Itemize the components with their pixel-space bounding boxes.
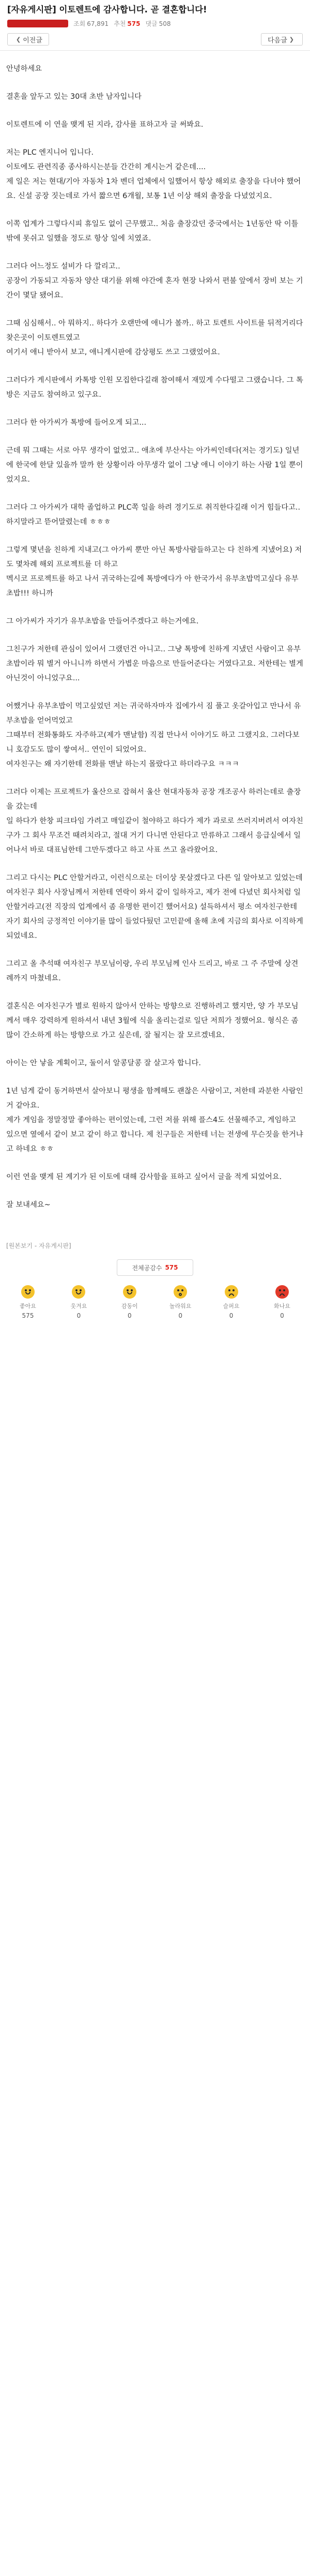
comments-label: 댓글 <box>145 20 158 27</box>
body-paragraph: 그렇게 몇년을 친하게 지내고(그 아가씨 뿐만 아닌 톡방사람들하고는 다 친하게 지냈어요) 저도 몇차례 해외 프로젝트를 더 하고 멕시코 프로젝트를 하고 나서 귀국하는길에 톡방에다가 아 한국가서 유부초밥먹고싶다 유부초밥!!! 하니까 <box>6 546 302 598</box>
total-empathy-button[interactable] <box>117 1259 193 1276</box>
reaction-count: 0 <box>280 1312 284 1319</box>
body-paragraph: 그러다가 게시판에서 카톡방 인원 모집한다길래 참여해서 재밌게 수다떨고 그랬습니다. 그 톡방은 지금도 참여하고 있구요. <box>6 376 303 399</box>
prev-post-label: 이전글 <box>23 36 42 44</box>
views-label: 조회 <box>73 20 86 27</box>
body-paragraph: 이토렌트에 이 연을 맺게 된 지라, 감사를 표하고자 글 써봐요. <box>6 121 204 129</box>
laugh-face-icon <box>72 1285 85 1299</box>
body-paragraph: 그리고 올 추석때 여자친구 부모님이랑, 우리 부모님께 인사 드리고, 바로 그 주 주말에 상견례까지 마쳤네요. <box>6 960 299 982</box>
body-paragraph: 안녕하세요 <box>6 65 42 73</box>
reaction-count: 0 <box>127 1312 132 1319</box>
reaction-label: 화나요 <box>274 1303 290 1309</box>
reaction-surprised[interactable] <box>162 1285 199 1319</box>
reaction-funny[interactable] <box>60 1285 97 1319</box>
chevron-left-icon: ❮ <box>16 36 21 43</box>
body-paragraph: 아이는 안 낳을 계획이고, 둘이서 알콩달콩 잘 살고자 합니다. <box>6 1059 201 1067</box>
body-paragraph: 이쪽 업계가 그렇다시피 휴일도 없이 근무했고.. 처음 출장갔던 중국에서는 1년동안 딱 이틀밖에 못쉬고 일했을 정도로 항상 일에 치였죠. <box>6 220 299 243</box>
chevron-right-icon: ❯ <box>289 36 294 43</box>
body-paragraph: 그러다 이제는 프로젝트가 울산으로 잡혀서 울산 현대자동차 공장 개조공사 하러는데로 출장을 갔는데 일 하다가 한창 피크타임 가려고 매일같이 철야하고 하다가 제가 과로로 쓰러지버려서 여자친구가 그 회사 무조건 때려치라고, 절대 거기 다니면 안된다고 만류하고 그래서 응급실에서 일어나서 바로 대표님한테 그만두겠다고 하고 사표 쓰고 올라왔어요. <box>6 788 303 854</box>
post-nav <box>0 28 310 46</box>
reaction-count: 575 <box>22 1312 34 1319</box>
comments-count: 508 <box>159 20 171 27</box>
reaction-count: 0 <box>76 1312 81 1319</box>
recommend-count: 575 <box>127 20 141 27</box>
body-paragraph: 그때 심심해서.. 아 뭐하지.. 하다가 오랜만에 애니가 볼까.. 하고 토렌트 사이트를 뒤적거리다 찾은곳이 이토렌트였고 여기서 애니 받아서 보고, 애니게시판에 감상평도 쓰고 그랬었어요. <box>6 319 303 356</box>
reaction-count: 0 <box>229 1312 234 1319</box>
body-paragraph: 그러다 어느정도 설비가 다 깔리고.. 공장이 가동되고 자동차 양산 대기를 위해 야간에 혼자 현장 나와서 편불 앞에서 장비 보는 기간이 몇달 됐어요. <box>6 262 303 300</box>
post-body <box>0 51 310 1319</box>
body-paragraph: 이런 연을 맺게 된 계기가 된 이토에 대해 감사함을 표하고 싶어서 글을 적게 되었어요. <box>6 1173 282 1181</box>
source-link[interactable]: [원본보기 - 자유게시판] <box>6 1242 71 1249</box>
next-post-button[interactable] <box>261 33 303 46</box>
surprised-face-icon <box>174 1285 187 1299</box>
post-title: [자유게시판] 이토렌트에 감사합니다. 곧 결혼합니다! <box>7 5 207 14</box>
author-name-redacted <box>7 20 68 27</box>
body-paragraph: 잘 보내세요~ <box>6 1201 51 1209</box>
reaction-label: 감동이 <box>121 1303 138 1309</box>
total-empathy-count: 575 <box>165 1264 178 1271</box>
body-paragraph: 그리고 다시는 PLC 안할거라고, 이런식으로는 더이상 못살겠다고 다른 일 알아보고 있었는데 여자친구 회사 사장님께서 저한테 연락이 와서 같이 일하자고, 제가 전에 다녔던 회사처럼 일 안할거라고(전 직장의 업계에서 좀 유명한 편이긴 했어서요) 설득하셔서 평소 여자친구한테 자기 회사의 긍정적인 이야기를 많이 들었다뒀던 고민끝에 올해 초에 지금의 회사로 이직하게 되었네요. <box>6 874 303 940</box>
body-paragraph: 근데 뭐 그때는 서로 아무 생각이 없었고.. 애초에 부산사는 아가씨인데다(저는 경기도) 일년에 한국에 한달 있을까 말까 한 상황이라 아무생각 없이 그냥 애니 이야기 하는 사람 1일 뿐이었지요. <box>6 446 303 484</box>
reaction-sad[interactable] <box>213 1285 250 1319</box>
touched-face-icon <box>123 1285 136 1299</box>
comments-stat <box>145 19 171 28</box>
views-stat <box>73 19 109 28</box>
sad-face-icon <box>225 1285 238 1299</box>
body-paragraph: 1년 넘게 같이 동거하면서 살아보니 평생을 함께해도 괜찮은 사람이고, 저한테 과분한 사람인거 같아요. 제가 게임을 정말정말 좋아하는 편이었는데, 그런 저를 위해 플스4도 선물해주고, 게임하고 있으면 옆에서 같이 보고 같이 하고 합니다. 제 친구들은 저한테 너는 전생에 무슨짓을 한거냐고 하네요 ㅎㅎ <box>6 1087 303 1153</box>
next-post-label: 다음글 <box>268 36 287 44</box>
reaction-touching[interactable] <box>111 1285 148 1319</box>
reaction-label: 놀라워요 <box>169 1303 192 1309</box>
post-header <box>0 0 310 28</box>
reaction-angry[interactable] <box>264 1285 301 1319</box>
views-count: 67,891 <box>87 20 109 27</box>
body-paragraph: 결혼을 앞두고 있는 30대 초반 남자입니다 <box>6 93 142 101</box>
body-paragraph: 그친구가 저한테 관심이 있어서 그랬던건 아니고.. 그냥 톡방에 친하게 지냈던 사람이고 유부초밥이라 뭐 별거 아니니까 하면서 가볍운 마음으로 만들어준다는 거였다고요. 저한테는 별게 아닌것이 아니었구요... <box>6 645 303 682</box>
reaction-label: 슬퍼요 <box>223 1303 240 1309</box>
reaction-label: 웃겨요 <box>70 1303 87 1309</box>
vote-area <box>6 1259 304 1276</box>
total-empathy-label: 전체공감수 <box>132 1264 162 1272</box>
reaction-label: 좋아요 <box>20 1303 36 1309</box>
body-paragraph: 결혼식은 여자친구가 별로 원하지 않아서 안하는 방향으로 진행하려고 했지만, 양 가 부모님께서 매우 강력하게 원하셔서 내년 3월에 식을 올리는걸로 일단 저희가 정했어요. 형식은 좀 많이 간소하게 하는 방향으로 가고 싶은데, 잘 될지는 잘 모르겠네요. <box>6 1002 299 1039</box>
body-paragraph: 그러다 한 아가씨가 톡방에 들어오게 되고... <box>6 419 147 427</box>
recommend-stat <box>114 19 140 28</box>
body-paragraph: 어쨌거나 유부초밥이 먹고싶었던 저는 귀국하자마자 집에가서 짐 풀고 옷갈아입고 만나서 유부초밥을 얻어먹었고 그때부터 전화통화도 자주하고(제가 맨날함) 직접 만나서 이야기도 하고 그랬지요. 그러다보니 호감도도 많이 쌓여서.. 연인이 되었어요. 여자친구는 왜 자기한테 전화를 맨날 하는지 몰랐다고 하더라구요 ㅋㅋㅋ <box>6 702 301 768</box>
prev-post-button[interactable] <box>7 33 49 46</box>
reaction-like[interactable] <box>9 1285 47 1319</box>
recommend-label: 추천 <box>114 20 126 27</box>
reaction-count: 0 <box>178 1312 182 1319</box>
post-meta <box>7 19 303 28</box>
body-paragraph: 그러다 그 아가씨가 대학 졸업하고 PLC쪽 일을 하려 경기도로 취직한다길래 이거 힘들다고.. 하지말라고 뜯어말렸는데 ㅎㅎㅎ <box>6 503 301 526</box>
body-paragraph: 저는 PLC 엔지니어 입니다. 이토에도 관련직종 종사하시는분들 간간히 계시는거 같은데.... 제 일은 저는 현대/기아 자동차 1차 벤더 업체에서 일했어서 항상 해외로 출장을 다녀야 했어요. 신설 공장 짓는데로 가서 짧으면 6개월, 보통 1년 이상 해외 출장을 다녔었지요. <box>6 148 301 200</box>
emotion-reactions <box>6 1276 304 1319</box>
body-paragraph: 그 아가씨가 자기가 유부초밥을 만들어주겠다고 하는거에요. <box>6 617 199 626</box>
angry-face-icon <box>275 1285 289 1299</box>
smile-face-icon <box>21 1285 35 1299</box>
